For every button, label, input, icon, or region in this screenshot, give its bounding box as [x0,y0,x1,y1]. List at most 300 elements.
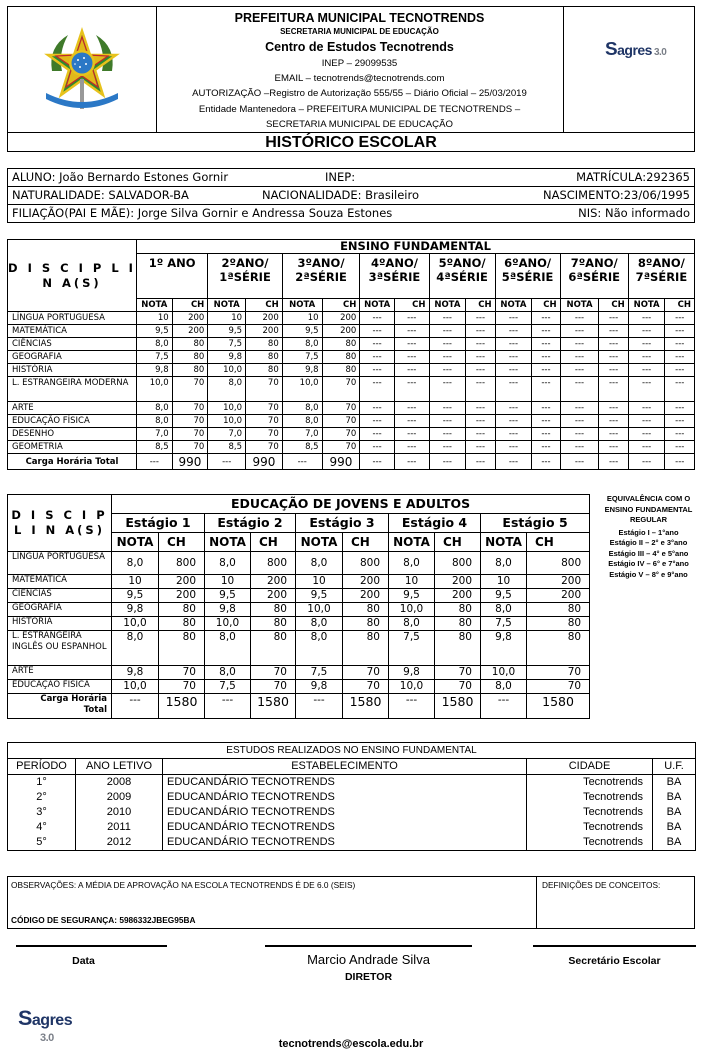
ch-cell: 80 [159,603,205,617]
nota-cell: --- [560,364,599,377]
ch-cell: --- [665,312,695,325]
ch-cell: --- [532,377,560,402]
total-label-line: Carga Horária [40,694,107,704]
total-cell: --- [628,454,665,470]
column-header: PERÍODO [8,759,76,775]
estabelecimento-cell: EDUCANDÁRIO TECNOTRENDS [163,805,527,820]
stage-header: Estágio 5 [481,514,590,533]
subject-name: HISTÓRIA [8,617,112,631]
disciplinas-header: D I S C I P L I N A(S) [8,240,137,312]
year-header: 7ºANO/ 6ªSÉRIE [560,254,628,299]
nota-cell: 9,8 [481,631,527,666]
nota-cell: 8,0 [481,603,527,617]
nota-cell: 8,0 [112,631,159,666]
nota-cell: 9,8 [208,351,246,364]
estabelecimento-cell: EDUCANDÁRIO TECNOTRENDS [163,835,527,851]
nota-cell: --- [628,415,665,428]
sagres-logo-version: 3.0 [653,47,667,58]
document-title: HISTÓRICO ESCOLAR [8,132,694,153]
cidade-cell: Tecnotrends [527,775,653,791]
nota-cell: 7,0 [282,428,322,441]
nota-cell: 9,8 [205,603,251,617]
nota-cell: 8,5 [136,441,172,454]
nota-cell: --- [560,441,599,454]
definicoes-cell [537,877,694,928]
ch-cell: 80 [343,603,389,617]
ano-cell: 2011 [76,820,163,835]
nota-cell: --- [495,428,532,441]
nota-cell: 7,5 [389,631,435,666]
total-cell: 1580 [251,694,296,719]
nota-cell: --- [495,364,532,377]
ch-header: CH [466,299,495,312]
total-cell: 990 [322,454,360,470]
ch-cell: 200 [527,589,590,603]
ch-cell: 200 [343,589,389,603]
ch-cell: 200 [527,575,590,589]
grade-row [8,338,695,351]
grade-row [8,631,590,666]
nota-cell: 10,0 [112,680,159,694]
nota-header: NOTA [360,299,395,312]
estabelecimento-cell: EDUCANDÁRIO TECNOTRENDS [163,775,527,791]
ch-cell: 70 [322,441,360,454]
nota-cell: 9,8 [389,666,435,680]
grade-row [8,617,590,631]
ch-cell: 70 [322,428,360,441]
nota-cell: 10,0 [296,603,343,617]
grade-row [8,312,695,325]
total-cell: --- [208,454,246,470]
total-cell: --- [665,454,695,470]
ch-cell: --- [466,325,495,338]
section-header-row [8,240,695,254]
cidade-cell: Tecnotrends [527,835,653,851]
ano-cell: 2010 [76,805,163,820]
nota-cell: --- [360,351,395,364]
ch-cell: 70 [172,402,208,415]
nota-cell: 10,0 [208,402,246,415]
nota-cell: 10 [282,312,322,325]
ch-cell: --- [599,364,628,377]
total-cell: 1580 [343,694,389,719]
nota-cell: 8,5 [282,441,322,454]
student-filiacao: FILIAÇÃO(PAI E MÃE): Jorge Silva Gornir e Andressa Souza Estones [12,206,393,220]
ch-cell: --- [599,441,628,454]
ch-cell: 80 [246,338,283,351]
nota-cell: 10 [112,575,159,589]
total-cell: --- [205,694,251,719]
ch-cell: 70 [251,666,296,680]
student-info-row [8,187,694,205]
nota-cell: 8,0 [296,552,343,575]
footer-sagres-logo: Sagres [18,1005,73,1030]
student-nacionalidade: NACIONALIDADE: Brasileiro [262,188,420,202]
nota-cell: --- [429,351,466,364]
director-name: Marcio Andrade Silva [307,952,430,967]
nota-cell: 9,5 [296,589,343,603]
document-header [7,6,695,152]
ch-cell: 70 [246,402,283,415]
ch-cell: --- [394,377,429,402]
ch-header: CH [159,533,205,552]
student-matricula: MATRÍCULA:292365 [576,170,690,184]
uf-cell: BA [653,805,696,820]
director-label: DIRETOR [344,971,393,983]
institution-inep: INEP – 29099535 [321,58,398,69]
ch-cell: 70 [527,666,590,680]
nota-cell: 8,0 [136,415,172,428]
ch-header: CH [322,299,360,312]
ch-header: CH [532,299,560,312]
ch-cell: 80 [246,351,283,364]
nota-cell: --- [495,377,532,402]
ch-cell: --- [532,351,560,364]
director-signature-line [265,945,472,947]
estudos-row [8,835,696,851]
subject-name: ARTE [8,402,137,415]
ch-cell: --- [599,377,628,402]
ch-cell: 80 [251,603,296,617]
student-nis: NIS: Não informado [578,206,690,220]
nota-header: NOTA [429,299,466,312]
ano-cell: 2008 [76,775,163,791]
total-cell: --- [136,454,172,470]
grade-row [8,589,590,603]
nota-cell: --- [495,415,532,428]
nota-cell: --- [560,312,599,325]
subject-name: MATEMÁTICA [8,575,112,589]
subject-name: CIÊNCIAS [8,338,137,351]
ch-cell: --- [466,441,495,454]
equivalencia-item: Estágio V – 8° e 9°ano [609,569,688,579]
disciplinas-header: D I S C I P L I N A(S) [8,495,112,552]
nota-cell: --- [429,428,466,441]
ch-cell: --- [665,428,695,441]
ch-cell: --- [394,415,429,428]
nota-cell: --- [429,312,466,325]
nota-header: NOTA [208,299,246,312]
nota-cell: 10,0 [389,603,435,617]
total-cell: --- [282,454,322,470]
ch-cell: --- [665,351,695,364]
ch-cell: --- [599,325,628,338]
nota-cell: 7,0 [208,428,246,441]
data-label: Data [72,955,95,967]
ch-cell: --- [532,428,560,441]
nota-header: NOTA [481,533,527,552]
grade-row [8,680,590,694]
nota-cell: 9,5 [481,589,527,603]
ch-cell: 70 [172,415,208,428]
institution-info [156,7,564,132]
uf-cell: BA [653,820,696,835]
total-cell: --- [495,454,532,470]
secretario-label: Secretário Escolar [568,955,661,967]
estudos-table [7,742,696,851]
ch-cell: --- [532,415,560,428]
institution-mantenedora-secretaria: SECRETARIA MUNICIPAL DE EDUCAÇÃO [266,118,453,130]
subject-name: GEOGRAFIA [8,351,137,364]
subject-name: ARTE [8,666,112,680]
subject-name: EDUCAÇÃO FÍSICA [8,415,137,428]
total-cell: --- [296,694,343,719]
nota-cell: --- [560,415,599,428]
ch-cell: --- [532,364,560,377]
ch-cell: 80 [527,603,590,617]
stage-header: Estágio 2 [205,514,296,533]
ch-cell: --- [466,312,495,325]
nota-cell: 8,0 [282,415,322,428]
ch-cell: --- [466,364,495,377]
total-cell: --- [394,454,429,470]
nota-header: NOTA [560,299,599,312]
ch-cell: 80 [172,364,208,377]
nota-header: NOTA [389,533,435,552]
nota-cell: --- [628,441,665,454]
ch-cell: 80 [246,364,283,377]
ch-cell: 200 [246,325,283,338]
total-cell: --- [560,454,599,470]
ch-cell: --- [466,338,495,351]
nota-cell: 8,0 [481,680,527,694]
nota-header: NOTA [112,533,159,552]
nota-cell: 7,5 [136,351,172,364]
ch-cell: 200 [246,312,283,325]
ch-cell: 70 [246,377,283,402]
periodo-cell: 4° [8,820,76,835]
nota-cell: --- [429,338,466,351]
institution-name: Centro de Estudos Tecnotrends [265,40,454,54]
nota-cell: 8,0 [282,338,322,351]
ch-header: CH [246,299,283,312]
title-row [8,743,696,759]
ch-cell: 80 [527,617,590,631]
equivalencia-item: Estágio II – 2° e 3°ano [609,538,688,547]
observacoes-cell [8,877,537,928]
observacoes-text: OBSERVAÇÕES: A MÉDIA DE APROVAÇÃO NA ESCOLA TECNOTRENDS É DE 6.0 (SEIS) [11,880,356,890]
grade-row [8,364,695,377]
estudos-row [8,805,696,820]
estudos-row [8,820,696,835]
equivalencia-item: Estágio I – 1°ano [618,527,679,537]
nota-cell: --- [360,364,395,377]
subject-name: LÍNGUA PORTUGUESA [8,552,112,575]
subject-name: LÍNGUA PORTUGUESA [8,312,137,325]
ch-cell: 70 [246,415,283,428]
nota-cell: 9,5 [282,325,322,338]
ch-cell: 200 [435,575,481,589]
ch-cell: 70 [435,680,481,694]
ch-cell: --- [665,364,695,377]
nota-cell: 7,0 [136,428,172,441]
nota-header: NOTA [205,533,251,552]
ch-cell: 70 [322,402,360,415]
year-header: 4ºANO/ 3ªSÉRIE [360,254,429,299]
ch-header: CH [172,299,208,312]
equivalencia-item: Estágio III – 4° e 5°ano [608,548,689,558]
total-cell: --- [599,454,628,470]
total-cell: --- [112,694,159,719]
nota-cell: 9,8 [112,666,159,680]
nota-cell: 8,0 [205,666,251,680]
total-label [8,694,112,719]
ch-cell: 80 [172,338,208,351]
ch-cell: --- [665,377,695,402]
ch-cell: 80 [322,364,360,377]
nota-cell: --- [560,402,599,415]
ch-header: CH [599,299,628,312]
nota-cell: 8,0 [205,552,251,575]
ch-cell: 70 [159,666,205,680]
grade-row [8,377,695,402]
nota-cell: 8,0 [208,377,246,402]
sagres-logo-cell [563,7,694,132]
ch-cell: --- [599,312,628,325]
ch-cell: 800 [343,552,389,575]
estudos-row [8,775,696,791]
subject-name: L. ESTRANGEIRA INGLÊS OU ESPANHOL [8,631,112,666]
ch-header: CH [527,533,590,552]
ch-cell: --- [394,364,429,377]
total-row [8,694,590,719]
periodo-cell: 3° [8,805,76,820]
ch-cell: --- [665,325,695,338]
nota-cell: 10,0 [481,666,527,680]
nota-cell: 9,5 [208,325,246,338]
section-title: EDUCAÇÃO DE JOVENS E ADULTOS [112,495,590,514]
ch-cell: 70 [322,415,360,428]
grade-row [8,428,695,441]
ch-cell: 70 [435,666,481,680]
ch-header: CH [394,299,429,312]
nota-cell: --- [628,338,665,351]
security-code: CÓDIGO DE SEGURANÇA: 5986332JBEG95BA [11,915,196,925]
periodo-cell: 5° [8,835,76,851]
ch-cell: 800 [435,552,481,575]
nota-cell: 8,0 [112,552,159,575]
nota-cell: 8,0 [296,631,343,666]
total-cell: --- [481,694,527,719]
ch-cell: 80 [435,631,481,666]
nota-cell: 8,0 [136,402,172,415]
nota-cell: 10,0 [282,377,322,402]
nota-cell: --- [360,325,395,338]
nota-cell: 10,0 [112,617,159,631]
nota-cell: 10,0 [136,377,172,402]
total-cell: 1580 [527,694,590,719]
nota-cell: --- [360,428,395,441]
ch-cell: 200 [435,589,481,603]
uf-cell: BA [653,775,696,791]
nota-cell: 9,5 [112,589,159,603]
grade-row [8,325,695,338]
equivalencia-item: Estágio IV – 6° e 7°ano [608,559,689,568]
estudos-title: ESTUDOS REALIZADOS NO ENSINO FUNDAMENTAL [8,743,696,759]
nota-cell: --- [560,338,599,351]
student-naturalidade: NATURALIDADE: SALVADOR-BA [12,188,189,202]
equivalencia-title: EQUIVALÊNCIA COM O ENSINO FUNDAMENTAL REGULAR [604,494,693,524]
ch-cell: 80 [159,631,205,666]
ch-cell: 70 [172,377,208,402]
ch-cell: --- [665,338,695,351]
total-cell: --- [532,454,560,470]
ch-cell: 80 [322,351,360,364]
nota-cell: --- [360,312,395,325]
ch-cell: --- [394,325,429,338]
nota-cell: 8,0 [205,631,251,666]
ch-cell: --- [466,428,495,441]
ch-cell: --- [532,402,560,415]
grade-row [8,441,695,454]
total-cell: --- [389,694,435,719]
ch-cell: --- [599,338,628,351]
periodo-cell: 1° [8,775,76,791]
ch-cell: 800 [251,552,296,575]
estudos-row [8,790,696,805]
ch-cell: 80 [527,631,590,666]
total-cell: 1580 [435,694,481,719]
ch-cell: 80 [251,617,296,631]
ch-cell: --- [532,441,560,454]
column-header-row [8,759,696,775]
column-header: ESTABELECIMENTO [163,759,527,775]
nota-cell: --- [560,351,599,364]
eja-table [7,494,590,719]
observacoes-box [7,876,695,929]
ch-cell: --- [599,415,628,428]
nota-cell: 7,5 [481,617,527,631]
year-header: 3ºANO/ 2ªSÉRIE [282,254,360,299]
total-cell: 990 [246,454,283,470]
subject-name: GEOMETRIA [8,441,137,454]
grade-row [8,402,695,415]
nota-cell: 10 [208,312,246,325]
section-title: ENSINO FUNDAMENTAL [136,240,694,254]
ch-cell: 70 [251,680,296,694]
nota-cell: 10 [389,575,435,589]
nota-cell: --- [360,402,395,415]
ch-cell: --- [394,338,429,351]
ch-cell: 70 [322,377,360,402]
total-row [8,454,695,470]
section-header-row [8,495,590,514]
periodo-cell: 2° [8,790,76,805]
ch-cell: 800 [527,552,590,575]
nota-cell: --- [628,312,665,325]
ch-cell: --- [665,415,695,428]
student-inep: INEP: [325,170,356,184]
nota-cell: 8,0 [389,617,435,631]
nota-cell: 8,5 [208,441,246,454]
subject-name: HISTÓRIA [8,364,137,377]
nota-cell: 10 [296,575,343,589]
nota-cell: --- [360,415,395,428]
institution-email: EMAIL – tecnotrends@tecnotrends.com [274,73,445,85]
subject-name: EDUCAÇÃO FÍSICA [8,680,112,694]
ch-cell: 80 [322,338,360,351]
ch-cell: 70 [172,428,208,441]
nota-cell: --- [628,364,665,377]
nota-cell: 10,0 [205,617,251,631]
total-cell: --- [466,454,495,470]
student-name: ALUNO: João Bernardo Estones Gornir [12,170,229,184]
institution-autorizacao: AUTORIZAÇÃO –Registro de Autorização 555/55 – Diário Oficial – 25/03/2019 [192,88,527,100]
nota-cell: --- [429,415,466,428]
nota-cell: --- [495,351,532,364]
nota-cell: 8,0 [481,552,527,575]
grade-row [8,415,695,428]
